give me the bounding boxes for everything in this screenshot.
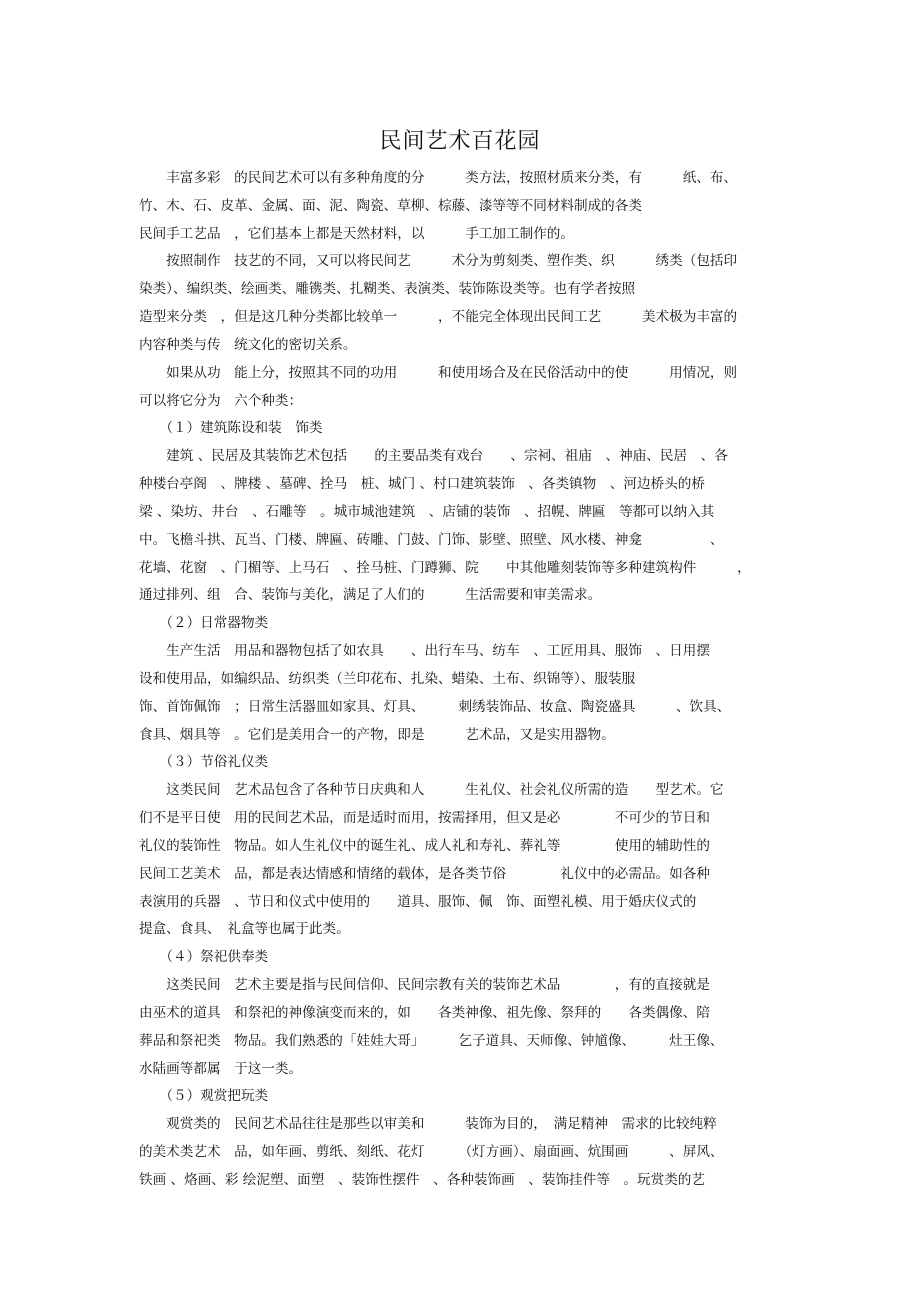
- text-line: 建筑 、民居及其装饰艺术包括 的主要品类有戏台 、宗祠、祖庙 、神庙、民居 、各: [139, 448, 728, 465]
- text-line: 梁 、染坊、井台 、石雕等 。城市城池建筑 、店铺的装饰 、招幌、牌匾 等都可以纳入其: [139, 503, 715, 520]
- text-line: 如果从功 能上分，按照其不同的功用 和使用场合及在民俗活动中的使 用情况，则: [139, 364, 738, 381]
- text-line: 饰、首饰佩饰 ；日常生活器皿如家具、灯具、 刺绣装饰品、妆盒、陶瓷盛具 、饮具、: [139, 698, 731, 715]
- text-line: 通过排列、组 合、装饰与美化，满足了人们的 生活需要和审美需求。: [139, 587, 602, 604]
- text-line: 铁画 、烙画、彩 绘泥塑、面塑 、装饰性摆件 、各种装饰画 、装饰挂件等 。玩赏类的艺: [139, 1171, 705, 1188]
- text-line: 种楼台亭阁 、牌楼 、墓碑、拴马 桩、城门 、村口建筑装饰 、各类镇物 、河边桥头的桥: [139, 476, 705, 493]
- text-line: 可以将它分为 六个种类：: [139, 392, 303, 409]
- text-line: 染类）、编织类、绘画类、雕镌类、扎糊类、表演类、装饰陈设类等。也有学者按照: [139, 281, 636, 298]
- text-line: 们不是平日使 用的民间艺术品，而是适时而用，按需择用，但又是必 不可少的节日和: [139, 810, 710, 827]
- text-line: 内容种类与传 统文化的密切关系。: [139, 336, 357, 353]
- text-line: 这类民间 艺术品包含了各种节日庆典和人 生礼仪、社会礼仪所需的造 型艺术。它: [139, 782, 724, 799]
- text-line: 观赏类的 民间艺术品往往是那些以审美和 装饰为目的， 满足精神 需求的比较纯粹: [139, 1116, 717, 1133]
- text-line: 按照制作 技艺的不同，又可以将民间艺 术分为剪刻类、塑作类、织 绣类（包括印: [139, 253, 738, 270]
- text-line: （４）祭祀供奉类: [139, 949, 269, 966]
- text-line: 民间工艺美术 品，都是表达情感和情绪的载体，是各类节俗 礼仪中的必需品。如各种: [139, 865, 710, 882]
- text-line: 中。飞檐斗拱、瓦当、门楼、牌匾、砖雕、门鼓、门饰、影壁、照壁、风水楼、神龛 、: [139, 531, 724, 548]
- text-line: 由巫术的道具 和祭祀的神像演变而来的，如 各类神像、祖先像、祭拜的 各类偶像、陪: [139, 1004, 710, 1021]
- text-line: 提盒、食具、 礼盒等也属于此类。: [139, 921, 350, 938]
- document-body: [139, 165, 789, 1195]
- text-line: 造型来分类 ，但是这几种分类都比较单一 ，不能完全体现出民间工艺 美术极为丰富的: [139, 309, 738, 326]
- text-line: 表演用的兵器 、节日和仪式中使用的 道具、服饰、佩 饰、面塑礼模、用于婚庆仪式的: [139, 893, 697, 910]
- text-line: 水陆画等都属 于这一类。: [139, 1060, 303, 1077]
- text-line: 礼仪的装饰性 物品。如人生礼仪中的诞生礼、成人礼和寿礼、葬礼等 使用的辅助性的: [139, 837, 710, 854]
- text-line: 这类民间 艺术主要是指与民间信仰、民间宗教有关的装饰艺术品 ，有的直接就是: [139, 977, 710, 994]
- text-line: 丰富多彩 的民间艺术可以有多种角度的分 类方法，按照材质来分类，有 纸、布、: [139, 170, 738, 186]
- text-line: （２）日常器物类: [139, 615, 269, 632]
- document-title: 民间艺术百花园: [379, 129, 541, 154]
- text-line: 生产生活 用品和器物包括了如农具 、出行车马、纺车 、工匠用具、服饰 、日用摆: [139, 643, 710, 660]
- text-line: 的美术类艺术 品，如年画、剪纸、刻纸、花灯 （灯方画）、扇面画、炕围画 、屏风、: [139, 1143, 724, 1160]
- text-line: 葬品和祭祀类 物品。我们熟悉的「娃娃大哥」 乞子道具、天师像、钟馗像、 灶王像、: [139, 1032, 724, 1049]
- text-line: 民间手工艺品 ，它们基本上都是天然材料，以 手工加工制作的。: [139, 225, 574, 242]
- text-line: 食具、烟具等 。它们是美用合一的产物，即是 艺术品，又是实用器物。: [139, 726, 615, 743]
- text-line: 竹、木、石、皮革、金属、面、泥、陶瓷、草柳、棕藤、漆等等不同材料制成的各类: [139, 197, 642, 214]
- text-line: 花墙、花窗 、门楣等、上马石 、拴马桩、门蹲狮、院 中其他雕刻装饰等多种建筑构件 ，: [139, 559, 751, 576]
- text-line: 设和使用品，如编织品、纺织类（兰印花布、扎染、蜡染、土布、织锦等）、服装服: [139, 670, 636, 687]
- text-line: （１）建筑陈设和装 饰类: [139, 420, 323, 437]
- text-line: （５）观赏把玩类: [139, 1088, 269, 1105]
- text-line: （３）节俗礼仪类: [139, 754, 269, 771]
